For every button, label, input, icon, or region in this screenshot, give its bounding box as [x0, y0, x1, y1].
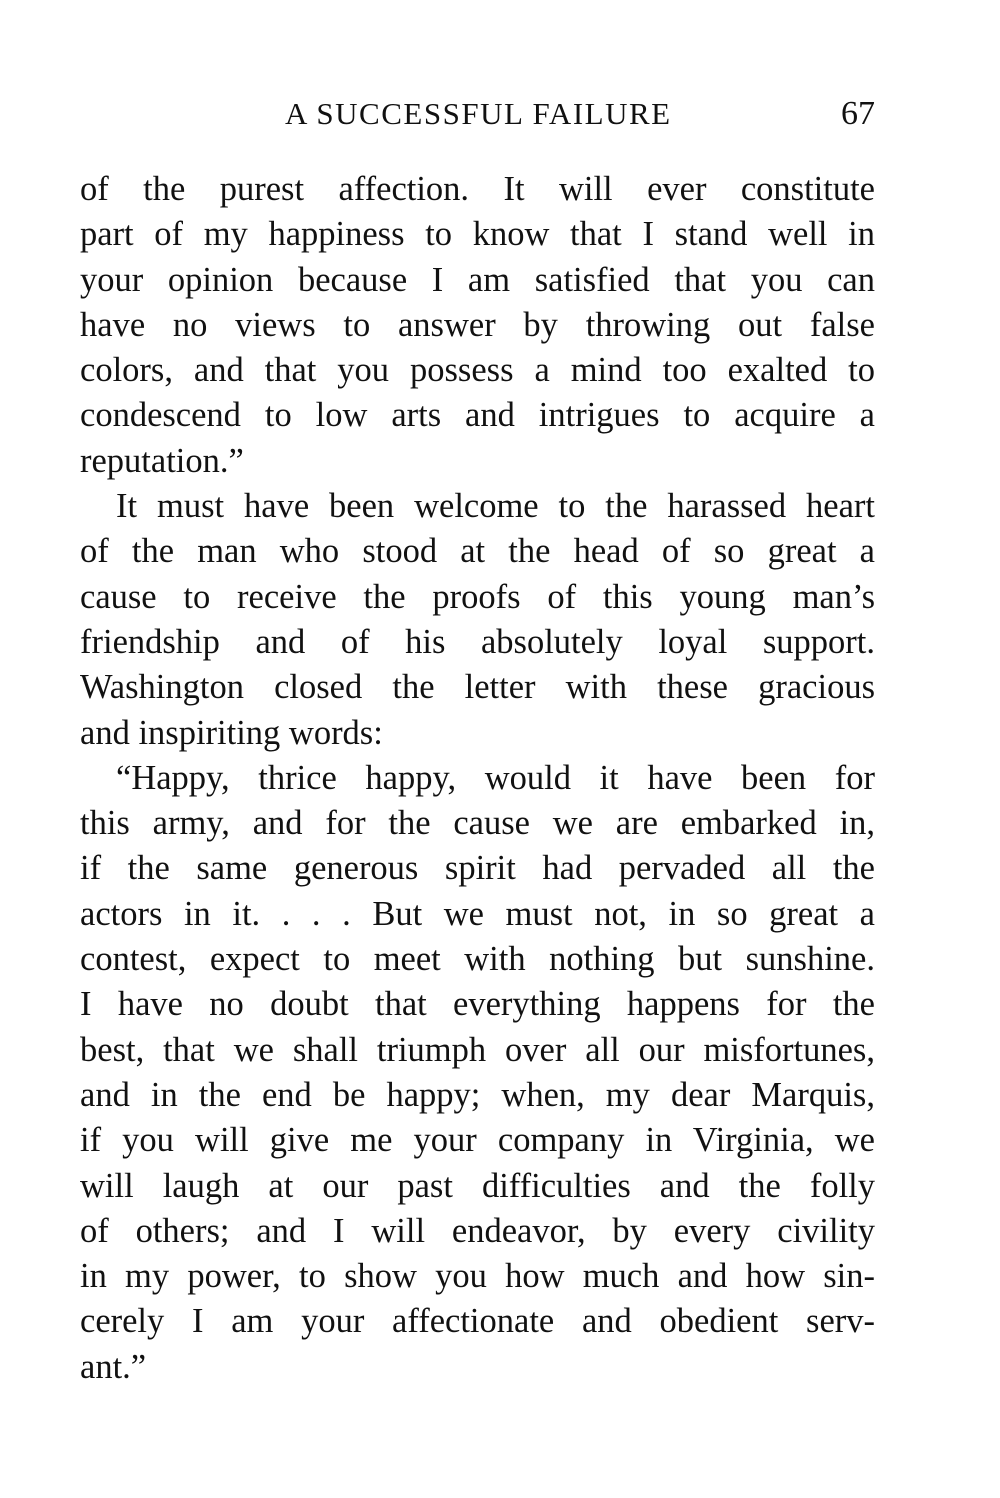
text-line: colors, and that you possess a mind too exalted to: [80, 351, 875, 390]
text-line: and inspiriting words:: [80, 713, 383, 752]
text-line: It must have been welcome to the harassed heart: [116, 487, 875, 526]
text-line: part of my happiness to know that I stand well in: [80, 215, 875, 254]
text-line: reputation.”: [80, 441, 244, 480]
text-line: of the purest affection. It will ever constitute: [80, 170, 875, 208]
text-line: “Happy, thrice happy, would it have been for: [116, 758, 875, 797]
text-line: friendship and of his absolutely loyal support.: [80, 622, 875, 661]
text-line: cerely I am your affectionate and obedient serv-: [80, 1302, 875, 1341]
text-line: condescend to low arts and intrigues to acquire a: [80, 396, 875, 435]
text-line: of others; and I will endeavor, by every civility: [80, 1211, 875, 1250]
text-line: of the man who stood at the head of so great a: [80, 532, 875, 571]
text-line: actors in it. . . . But we must not, in so great a: [80, 894, 875, 933]
text-line: Washington closed the letter with these gracious: [80, 668, 875, 707]
running-title: A SUCCESSFUL FAILURE: [285, 96, 672, 131]
text-line: your opinion because I am satisfied that you can: [80, 260, 875, 299]
text-line: have no views to answer by throwing out false: [80, 305, 875, 344]
text-line: in my power, to show you how much and how sin-: [80, 1257, 875, 1296]
text-line: best, that we shall triumph over all our misfortunes,: [80, 1030, 875, 1069]
text-line: cause to receive the proofs of this young man’s: [80, 577, 875, 616]
text-line: I have no doubt that everything happens for the: [80, 985, 875, 1024]
text-line: will laugh at our past difficulties and the folly: [80, 1166, 875, 1205]
page-number: 67: [841, 95, 875, 132]
body-text: [80, 167, 875, 1390]
running-head: [80, 92, 875, 136]
text-line: ant.”: [80, 1347, 147, 1386]
text-line: if you will give me your company in Virginia, we: [80, 1121, 875, 1160]
text-line: and in the end be happy; when, my dear Marquis,: [80, 1075, 875, 1114]
text-line: this army, and for the cause we are embarked in,: [80, 804, 875, 843]
text-line: contest, expect to meet with nothing but sunshine.: [80, 940, 875, 979]
text-line: if the same generous spirit had pervaded all the: [80, 849, 875, 888]
